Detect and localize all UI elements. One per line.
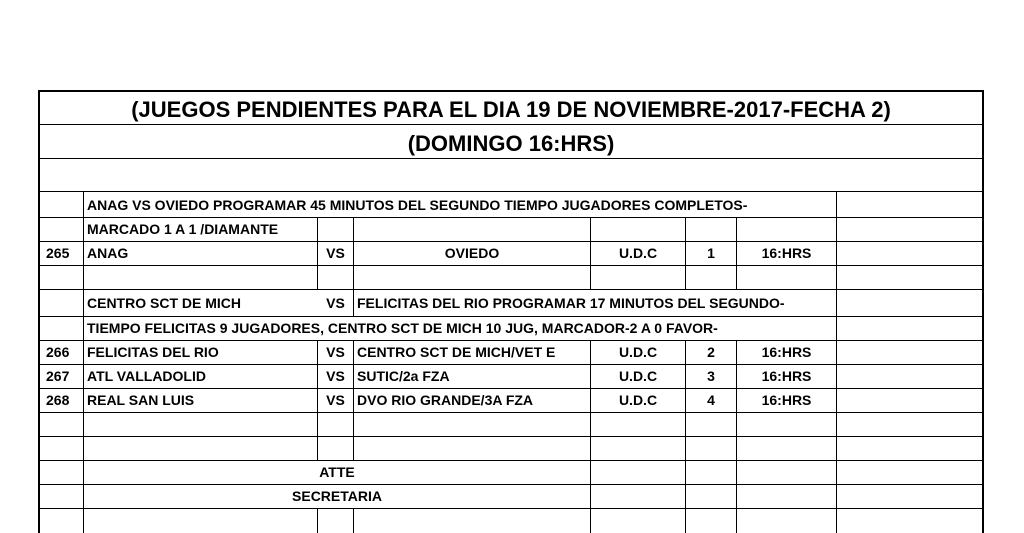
frame-top [38, 90, 984, 92]
note-anag-oviedo-line2: MARCADO 1 A 1 /DIAMANTE [87, 221, 279, 237]
row-rule [38, 217, 984, 218]
footer-atte: ATTE [319, 464, 355, 480]
row-rule [38, 508, 984, 509]
note-centro-home: CENTRO SCT DE MICH [87, 295, 241, 311]
row-rule [38, 460, 984, 461]
field-number: 3 [707, 368, 715, 384]
away-team: SUTIC/2a FZA [357, 368, 450, 384]
col-rule-vs-right [353, 217, 354, 316]
note-anag-oviedo-line1: ANAG VS OVIEDO PROGRAMAR 45 MINUTOS DEL SEGUNDO TIEMPO JUGADORES COMPLETOS- [87, 197, 748, 213]
col-rule-vs-right [353, 508, 354, 533]
col-rule-num [83, 191, 84, 533]
row-rule [38, 289, 984, 290]
vs-label: VS [326, 392, 345, 408]
rule-after-title [38, 124, 984, 125]
match-time: 16:HRS [761, 392, 812, 408]
match-number: 268 [46, 392, 70, 408]
row-rule [38, 364, 984, 365]
frame-right [982, 90, 984, 533]
match-number: 265 [46, 245, 70, 261]
match-number: 267 [46, 368, 70, 384]
match-number: 266 [46, 344, 70, 360]
note-centro-vs: VS [326, 295, 345, 311]
away-team: DVO RIO GRANDE/3A FZA [357, 392, 534, 408]
note-felicitas-line1: FELICITAS DEL RIO PROGRAMAR 17 MINUTOS DEL SEGUNDO- [357, 295, 785, 311]
match-time: 16:HRS [761, 368, 812, 384]
row-rule [38, 436, 984, 437]
page-title: (JUEGOS PENDIENTES PARA EL DIA 19 DE NOVIEMBRE-2017-FECHA 2) [131, 97, 891, 122]
rule-after-blank [38, 191, 984, 192]
away-team: OVIEDO [444, 245, 500, 261]
venue: U.D.C [618, 368, 658, 384]
col-rule-last [836, 191, 837, 533]
home-team: ATL VALLADOLID [87, 368, 206, 384]
row-rule [38, 241, 984, 242]
home-team: REAL SAN LUIS [87, 392, 195, 408]
venue: U.D.C [618, 392, 658, 408]
vs-label: VS [326, 245, 345, 261]
rule-after-subtitle [38, 158, 984, 159]
venue: U.D.C [618, 245, 658, 261]
vs-label: VS [326, 368, 345, 384]
col-rule-vs-right [353, 340, 354, 460]
venue: U.D.C [618, 344, 658, 360]
vs-label: VS [326, 344, 345, 360]
row-rule [38, 265, 984, 266]
row-rule [38, 484, 984, 485]
field-number: 1 [707, 245, 715, 261]
note-felicitas-line2: TIEMPO FELICITAS 9 JUGADORES, CENTRO SCT DE MICH 10 JUG, MARCADOR-2 A 0 FAVOR- [87, 320, 718, 336]
match-time: 16:HRS [761, 245, 812, 261]
match-time: 16:HRS [761, 344, 812, 360]
footer-secretaria: SECRETARIA [292, 488, 382, 504]
col-rule-vs-left [317, 508, 318, 533]
home-team: ANAG [87, 245, 129, 261]
row-rule [38, 340, 984, 341]
away-team: CENTRO SCT DE MICH/VET E [357, 344, 556, 360]
home-team: FELICITAS DEL RIO [87, 344, 219, 360]
field-number: 4 [707, 392, 715, 408]
field-number: 2 [707, 344, 715, 360]
row-rule [38, 388, 984, 389]
row-rule [38, 412, 984, 413]
page-subtitle: (DOMINGO 16:HRS) [407, 131, 615, 156]
row-rule [38, 316, 984, 317]
